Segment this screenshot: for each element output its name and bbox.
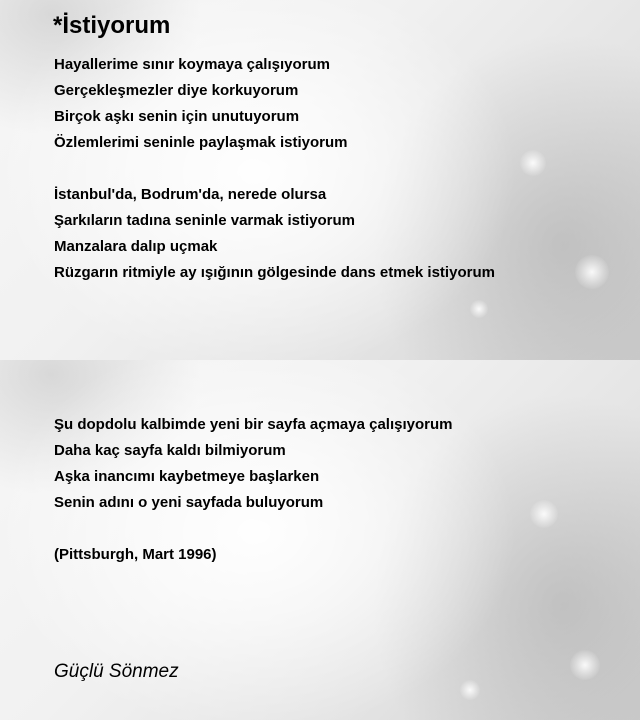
- poem-line: Rüzgarın ritmiyle ay ışığının gölgesinde dans etmek istiyorum: [54, 264, 495, 281]
- poem-line: Özlemlerimi seninle paylaşmak istiyorum: [54, 134, 348, 151]
- bokeh-light: [575, 255, 609, 289]
- poem-line: Şarkıların tadına seninle varmak istiyorum: [54, 212, 355, 229]
- bokeh-light: [530, 500, 558, 528]
- poem-line: Senin adını o yeni sayfada buluyorum: [54, 494, 324, 511]
- poem-dateline: (Pittsburgh, Mart 1996): [54, 546, 217, 563]
- bokeh-light: [520, 150, 546, 176]
- poem-line: Birçok aşkı senin için unutuyorum: [54, 108, 300, 125]
- poem-line: Manzalara dalıp uçmak: [54, 238, 218, 255]
- bokeh-light: [460, 680, 480, 700]
- poem-line: Aşka inancımı kaybetmeye başlarken: [54, 468, 320, 485]
- poem-line: Şu dopdolu kalbimde yeni bir sayfa açmaya çalışıyorum: [54, 416, 453, 433]
- poem-panel-bottom: [0, 360, 640, 720]
- poem-line: Gerçekleşmezler diye korkuyorum: [54, 82, 299, 99]
- poem-author: Güçlü Sönmez: [54, 661, 179, 682]
- poem-line: Daha kaç sayfa kaldı bilmiyorum: [54, 442, 286, 459]
- poem-line: İstanbul'da, Bodrum'da, nerede olursa: [54, 186, 327, 203]
- poem-title: *İstiyorum: [53, 12, 171, 39]
- bokeh-light: [570, 650, 600, 680]
- poem-line: Hayallerime sınır koymaya çalışıyorum: [54, 56, 330, 73]
- bokeh-light: [470, 300, 488, 318]
